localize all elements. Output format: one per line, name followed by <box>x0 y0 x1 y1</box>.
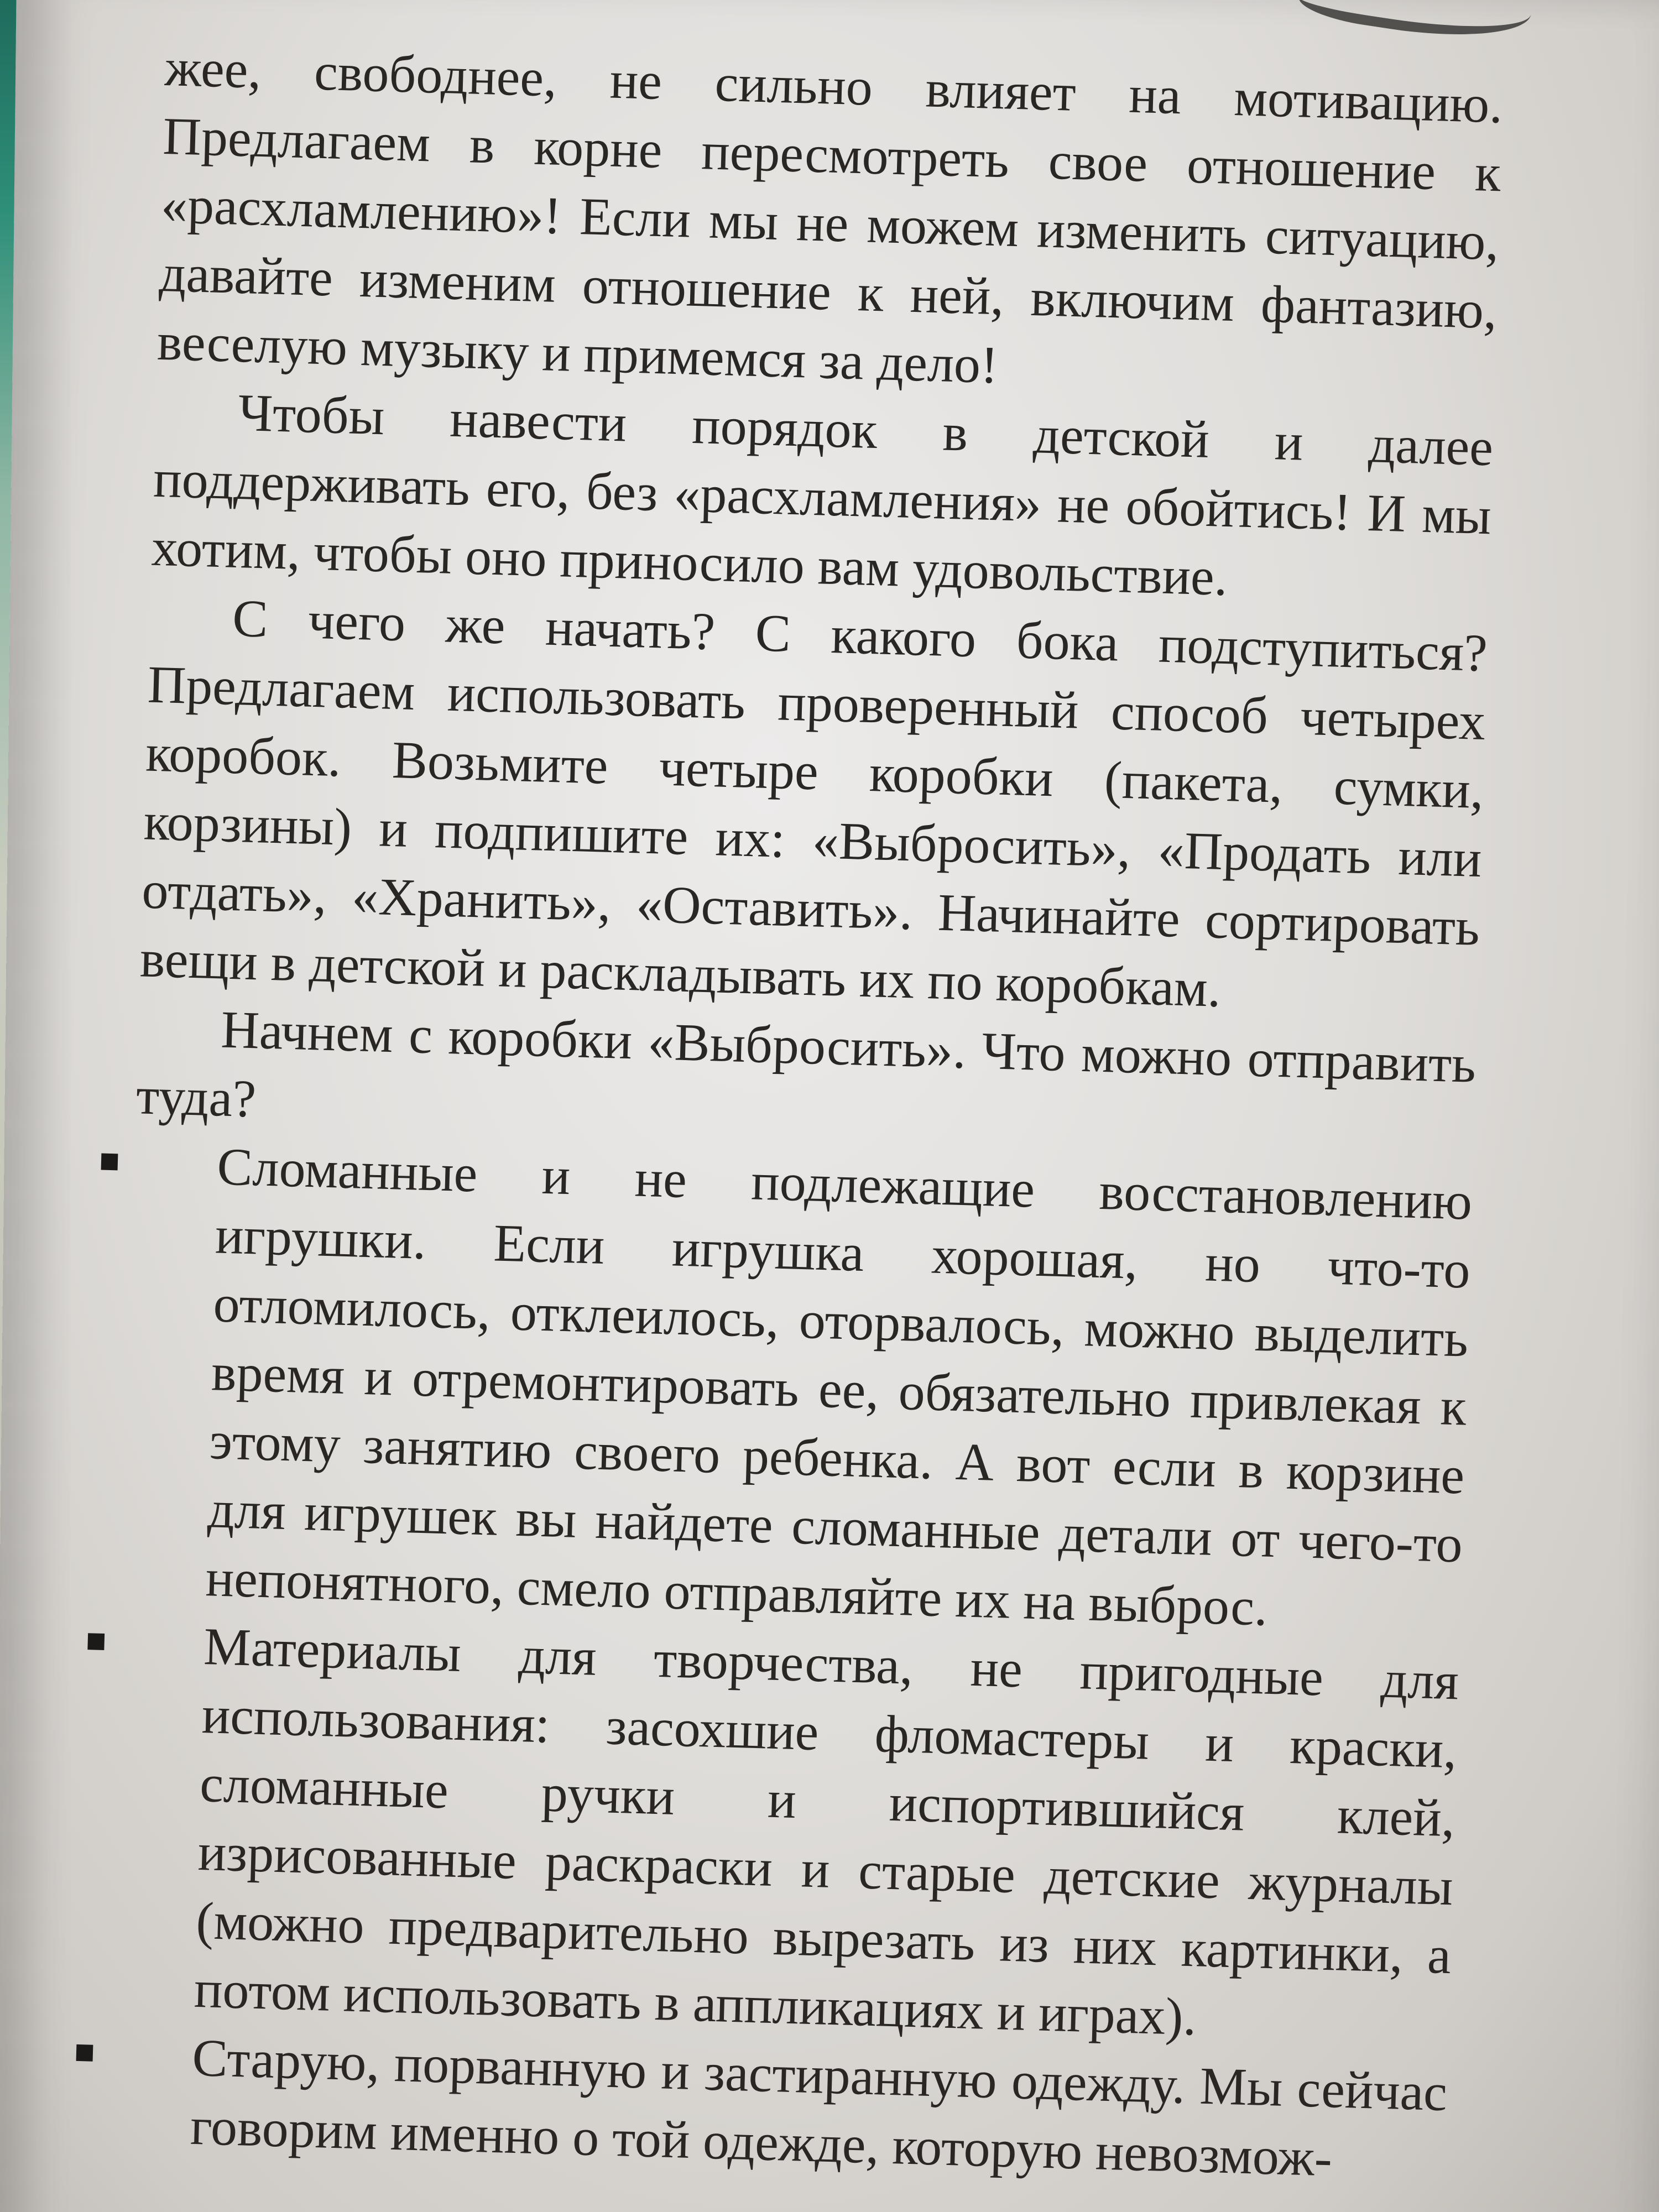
page-text-block <box>107 33 1504 2195</box>
paragraph: Начнем с коробки «Выбросить». Что можно отправить туда? <box>135 999 1477 1129</box>
square-bullet-icon <box>76 2044 93 2062</box>
paragraph: жее, свободнее, не сильно влияет на мотивацию. Предлагаем в корне пересмотреть свое отношение к «расхламлению»! Если мы не можем изменить ситуацию, давайте изменим отношение к ней, включим фантазию, веселую музыку и примемся за дело! <box>156 37 1504 395</box>
paragraph: Чтобы навести порядок в детской и далее поддерживать его, без «расхламления» не обойтись! И мы хотим, чтобы оно приносило вам удовольствие. <box>150 382 1494 607</box>
square-bullet-icon <box>87 1633 105 1650</box>
page-corner-shadow <box>1296 0 1535 49</box>
bullet-item <box>111 1610 1460 2058</box>
bullet-item <box>122 1130 1473 1647</box>
bullet-text: Материалы для творчества, не пригодные для использования: засохшие фломастеры и краски, сломанные ручки и испортившийся клей, изрисованные раскраски и старые детские журналы (можно предварительно вырезать из них картинки, а потом использовать в аппликациях и играх). <box>193 1616 1460 2047</box>
square-bullet-icon <box>101 1154 118 1171</box>
bullet-text: Старую, порванную и застиранную одежду. Мы сейчас говорим именно о той одежде, которую невозмож- <box>189 2027 1448 2188</box>
paragraph: С чего же начать? С какого бока подступиться? Предлагаем использовать проверенный способ четырех коробок. Возьмите четыре коробки (пакета, сумки, корзины) и подпишите их: «Выбросить», «Продать или отдать», «Хранить», «Оставить». Начинайте сортировать вещи в детской и раскладывать их по коробкам. <box>139 588 1489 1018</box>
bullet-text: Сломанные и не подлежащие восстановлению игрушки. Если игрушка хорошая, но что-то отломилось, отклеилось, оторвалось, можно выделить время и отремонтировать ее, обязательно привлекая к этому занятию своего ребенка. А вот если в корзине для игрушек вы найдете сломанные детали от чего-то непонятного, смело отправляйте их на выброс. <box>205 1136 1473 1637</box>
